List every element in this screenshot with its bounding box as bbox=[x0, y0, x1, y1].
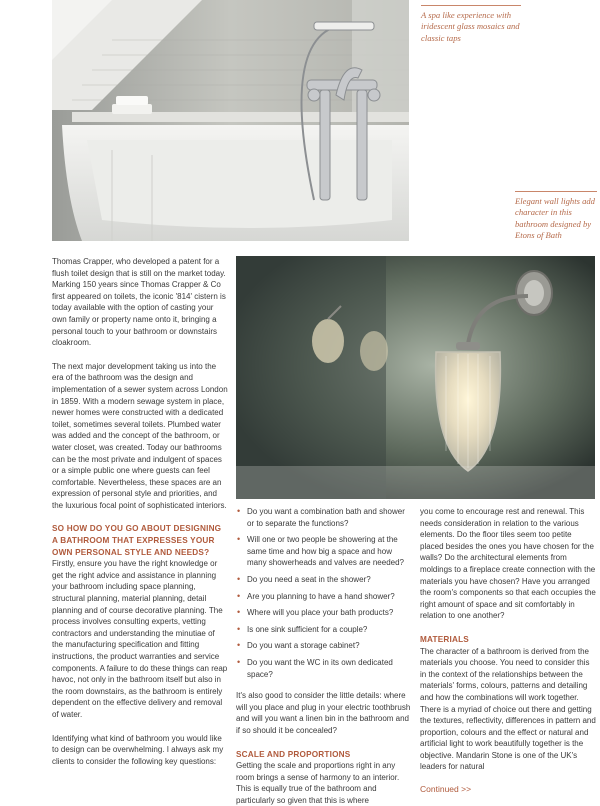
photo-caption-lights: Elegant wall lights add character in this bathroom designed by Etons of Bath bbox=[515, 196, 595, 241]
body-paragraph: Identifying what kind of bathroom you would like to design can be overwhelming. I always ask my clients to consider the following key questions: bbox=[52, 733, 224, 766]
list-item: • Do you need a seat in the shower? bbox=[237, 573, 371, 584]
section-heading: SCALE AND PROPORTIONS bbox=[236, 749, 351, 759]
column-1 bbox=[52, 256, 228, 767]
list-item: • Do you want the WC in its own dedicated space? bbox=[237, 656, 393, 679]
body-paragraph: The next major development taking us into the era of the bathroom was the design and implementation of a sewer system across London in 1859. With a modern sewage system in place, newer homes were constructed with a dedicated toilet, sometimes several toilets. Plumbed water was added and the concept of the bathroom, or water closet, was created. Today our bathrooms can be the most private and indulgent of spaces or a simple public one where guests can feel comfortable. Nevertheless, these spaces are an expression of personal style and priorities, and the luxurious focal point of sophisticated interiors. bbox=[52, 361, 228, 510]
column-2 bbox=[236, 506, 412, 806]
body-paragraph: Getting the scale and proportions right in any room brings a sense of harmony to an interior. This is equally true of the bathroom and particularly so given that this is where bbox=[236, 761, 400, 805]
photo-caption-spa: A spa like experience with iridescent glass mosaics and classic taps bbox=[421, 10, 520, 43]
list-item: • Do you want a combination bath and shower or to separate the functions? bbox=[237, 506, 405, 528]
list-item: • Are you planning to have a hand shower? bbox=[237, 590, 395, 601]
column-3 bbox=[420, 506, 596, 773]
wall-lights-photo bbox=[236, 256, 595, 499]
body-paragraph: The character of a bathroom is derived from the materials you choose. You need to consider this in the context of the relationships between the materials' forms, colours, patterns and detailing and how the combinations will work together. There is a myriad of choice out there and getting the textures, reflectivity, differences in pattern and proportion, colours and the effect or natural and artificial light to work beautifully together is the objective. Mandarin Stone is one of the UK's leaders for natural bbox=[420, 646, 596, 772]
continued-link[interactable]: Continued >> bbox=[420, 784, 472, 794]
section-heading: MATERIALS bbox=[420, 634, 469, 644]
body-paragraph: It's also good to consider the little details: where will you place and plug in your electric toothbrush and will you want a linen bin in the bathroom and if so should it be concealed? bbox=[236, 691, 411, 735]
body-paragraph: you come to encourage rest and renewal. This needs consideration in relation to the various elements. Do the floor tiles seem too petite placed besides the ones you have chosen for the walls? Do the architectural elements from moldings to a fireplace create connection with the materials you have chosen? Have you arranged the room's components so that each occupies the right amount of space and sit comfortably in relation to one another? bbox=[420, 507, 596, 621]
list-item: • Is one sink sufficient for a couple? bbox=[237, 623, 368, 634]
body-paragraph: Thomas Crapper, who developed a patent for a flush toilet design that is still on the market today. Marking 150 years since Thomas Crapper & Co first appeared on toilets, the iconic '814' cistern is today available with the option of casting your own family or property name onto it, bringing a personal touch to your bathroom or downstairs cloakroom. bbox=[52, 257, 226, 348]
section-heading: SO HOW DO YOU GO ABOUT DESIGNING A BATHROOM THAT EXPRESSES YOUR OWN PERSONAL STYLE AND NEEDS? bbox=[52, 524, 222, 557]
caption-rule bbox=[421, 5, 521, 6]
body-paragraph: Firstly, ensure you have the right knowledge or get the right advice and assistance in planning your bathroom including space planning, structural planning, material planning, detail planning and of course decorative planning. The process involves consulting experts, vetting contractors and understanding the minutiae of the manufacturing specification and fitting instructions, the product warranties and service components. A failure to do these things can reap havoc, not only in the bathroom itself but also in the room downstairs, as the bathroom is entirely dependent on the effective delivery and removal of water. bbox=[52, 559, 228, 719]
list-item: • Will one or two people be showering at the same time and how big a space and how many showerheads and valves are needed? bbox=[237, 534, 404, 568]
question-list bbox=[236, 506, 412, 680]
caption-rule bbox=[515, 191, 597, 192]
list-item: • Where will you place your bath products? bbox=[237, 607, 394, 618]
bath-photo bbox=[52, 0, 409, 241]
list-item: • Do you want a storage cabinet? bbox=[237, 640, 360, 651]
